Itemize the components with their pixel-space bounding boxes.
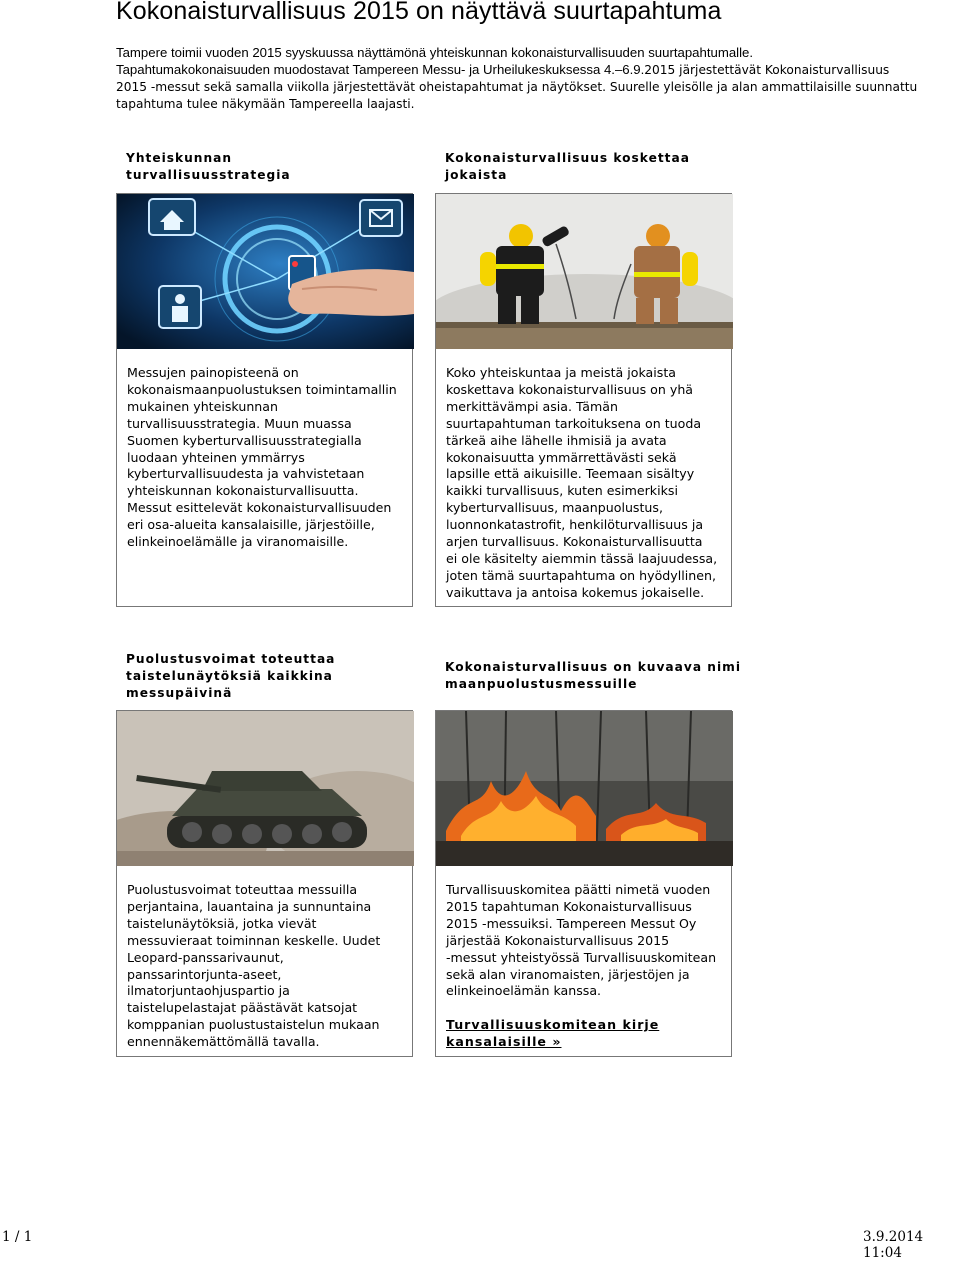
intro-line: 2015 -messut sekä samalla viikolla järjestettävät oheistapahtumat ja näytökset. Suurelle yleisölle ja alan ammattilaisille suunnattu: [116, 80, 918, 94]
card-body: Messujen painopisteenä on kokonaismaanpuolustuksen toimintamallin mukainen yhteiskunnan turvallisuusstrategia. Muun muassa Suomen kyberturvallisuusstrategialla luodaan yhteinen ymmärrys kyberturvallisuudesta ja vahvistetaan yhteiskunnan kokonaisturvallisuutta. Messut esittelevät kokonaisturvallisuuden eri osa-alueita kansalaisille, järjestöille, elinkeinoelämälle ja viranomaisille.: [127, 365, 397, 550]
card-strategy: [116, 193, 413, 607]
card-body: Puolustusvoimat toteuttaa messuilla perjantaina, lauantaina ja sunnuntaina taistelunäytöksiä, jotka vievät messuvieraat toiminnan keskelle. Uudet Leopard-panssarivaunut, panssarintorjunta-aseet, ilmatorjuntaohjuspartio ja taistelupelastajat päästävät katsojat komppanian puolustustaistelun mukaan ennennäkemättömällä tavalla.: [127, 882, 381, 1050]
hand-touching-digital-security-interface-image: [117, 194, 414, 349]
card-heading-name: Kokonaisturvallisuus on kuvaava nimi maanpuolustusmessuille: [445, 660, 742, 691]
intro-paragraph: [116, 44, 931, 113]
security-committee-letter-link[interactable]: Turvallisuuskomitean kirje kansalaisille »: [446, 1017, 660, 1050]
page-number: 1 / 1: [2, 1229, 33, 1245]
intro-line: tapahtuma tulee näkymään Tampereella laajasti.: [116, 97, 415, 111]
card-body: Turvallisuuskomitea päätti nimetä vuoden 2015 tapahtuman Kokonaisturvallisuus 2015 -messuiksi. Tampereen Messut Oy järjestää Kokonaisturvallisuus 2015 -messut yhteistyössä Turvallisuuskomitean sekä alan viranomaisten, järjestöjen ja elinkeinoelämän kanssa. Turvallisuuskomitean kirje kansalaisille »: [446, 882, 729, 1051]
card-heading-strategy: Yhteiskunnan turvallisuusstrategia: [126, 151, 291, 182]
card-heading-defence-forces: Puolustusvoimat toteuttaa taistelunäytöksiä kaikkina messupäivinä: [126, 652, 336, 700]
forest-fire-image: [436, 711, 733, 866]
print-timestamp: 3.9.2014 11:04: [863, 1229, 924, 1261]
card-everyone: [435, 193, 732, 607]
firefighters-with-breathing-apparatus-image: [436, 194, 733, 349]
leopard-tank-in-dust-image: [117, 711, 414, 866]
intro-line: Tampere toimii vuoden 2015 syyskuussa näyttämönä yhteiskunnan kokonaisturvallisuuden suurtapahtumalle.: [116, 45, 754, 60]
card-heading-everyone: Kokonaisturvallisuus koskettaa jokaista: [445, 151, 690, 182]
card-body: Koko yhteiskuntaa ja meistä jokaista koskettava kokonaisturvallisuus on yhä merkittävämpi asia. Tämän suurtapahtuman tarkoituksena on tuoda tärkeä aihe lähelle ihmisiä ja avata kokonaisuutta ymmärrettävästi sekä lapsille että aikuisille. Teemaan sisältyy kaikki turvallisuus, kuten esimerkiksi kyberturvallisuus, maanpuolustus, luonnonkatastrofit, henkilöturvallisuus ja arjen turvallisuus. Kokonaisturvallisuutta ei ole käsitelty aiemmin tässä laajuudessa, joten tämä suurtapahtuma on hyödyllinen, vaikuttava ja antoisa kokemus jokaiselle.: [446, 365, 718, 600]
intro-line: Tapahtumakokonaisuuden muodostavat Tampereen Messu- ja Urheilukeskuksessa 4.–6.9.2015 järjestettävät Kokonaisturvallisuus: [116, 62, 890, 77]
card-defence-forces: [116, 710, 413, 1057]
card-name: [435, 710, 732, 1057]
page-title: Kokonaisturvallisuus 2015 on näyttävä suurtapahtuma: [116, 0, 722, 25]
